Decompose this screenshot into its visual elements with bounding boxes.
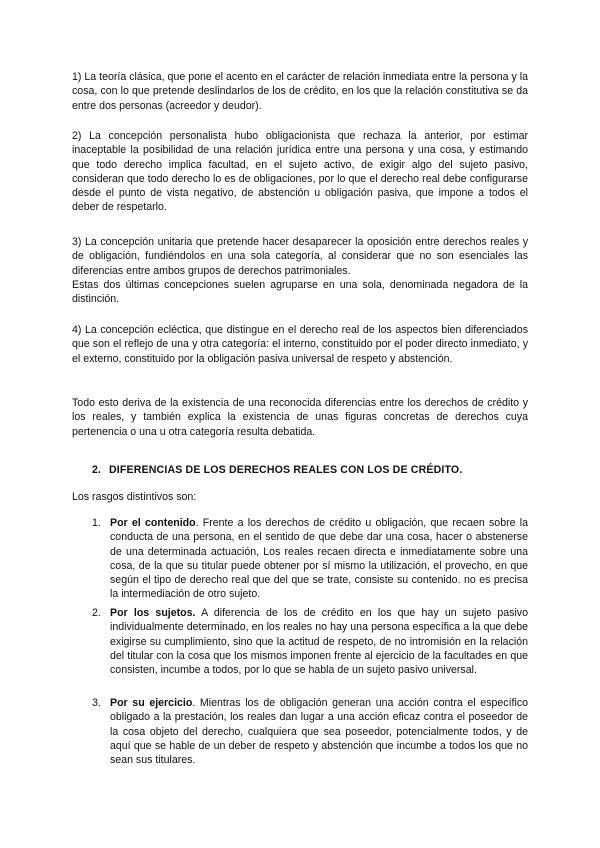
list-item-lead: Por los sujetos. — [110, 607, 196, 619]
list-item-text: . Mientras los de obligación generan una acción contra el específico obligado a la prestación, los reales dan lugar a una acción eficaz contra el poseedor de la cosa objeto del derecho, cualquiera que sea poseedor, potencialmente todos, y de aquí que se hable de un deber de respeto y abstención que incumbe a todos los que no sean sus titulares. — [110, 697, 529, 767]
list-item-body — [110, 516, 528, 602]
paragraph-personalist-conception: 2) La concepción personalista hubo obligacionista que rechaza la anterior, por estimar inaceptable la posibilidad de una relación jurídica entre una persona y una cosa, y estimando que todo derecho implica facultad, en el sujeto activo, de exigir algo del sujeto pasivo, consideran que todo derecho lo es de obligaciones, por lo que el derecho real debe configurarse desde el punto de vista negativo, de abstención u obligación pasiva, que impone a todos el deber de respetarlo. — [72, 130, 528, 214]
paragraph-classic-theory: 1) La teoría clásica, que pone el acento en el carácter de relación inmediata entre la persona y la cosa, con lo que pretende deslindarlos de los de crédito, en los que la relación constitutiva se da entre dos personas (acreedor y deudor). — [72, 71, 528, 112]
list-item-lead: Por el contenido — [110, 517, 196, 529]
list-item-body — [110, 606, 528, 677]
paragraph-summary: Todo esto deriva de la existencia de una reconocida diferencias entre los derechos de crédito y los reales, y también explica la existencia de unas figuras concretas de derechos cuya pertenencia o una u otra categoría resulta debatida. — [72, 397, 528, 438]
list-item-text: . Frente a los derechos de crédito u obligación, que recaen sobre la conducta de una persona, en el sentido de que debe dar una cosa, hacer o abstenerse de una determinada actuación, Los reales recaen directa e inmediatamente sobre una cosa, de la que su titular puede obtener por sí mismo la utilización, el provecho, en que según el tipo de derecho real que del que se trate, consiste su contenido. no es precisa la intermediación de otro sujeto. — [110, 517, 528, 601]
paragraph-eclectic-conception: 4) La concepción ecléctica, que distingue en el derecho real de los aspectos bien diferenciados que son el reflejo de una y otra categoría: el interno, constituido por el poder directo inmediato, y el externo, constituido por la obligación pasiva universal de respeto y abstención. — [72, 324, 528, 365]
list-item-body — [110, 696, 528, 767]
paragraph-unitary-note: Estas dos últimas concepciones suelen agruparse en una sola, denominada negadora de la distinción. — [72, 278, 528, 306]
intro-text: Los rasgos distintivos son: — [72, 491, 197, 503]
paragraph-unitary-conception — [72, 235, 528, 306]
section-number: 2. — [92, 464, 102, 476]
list-item-text: A diferencia de los de crédito en los que hay un sujeto pasivo individualmente determinado, en los reales no hay una persona específica a la que debe exigirse su cumplimiento, sino que la actitud de respeto, de no intromisión en la relación del titular con la cosa que los mismos imponen frente al ejercicio de la facultades en que consisten, incumbe a todos, por lo que se habla de un sujeto pasivo universal. — [110, 607, 528, 677]
list-item-number: 1. — [92, 517, 101, 529]
section-heading — [92, 463, 532, 477]
list-item-number: 3. — [92, 697, 101, 709]
paragraph-unitary-main: 3) La concepción unitaria que pretende hacer desaparecer la oposición entre derechos reales y de obligación, fundiéndolos en una sola categoría, al considerar que no son esenciales las diferencias entre ambos grupos de derechos patrimoniales. — [72, 236, 528, 277]
section-title: DIFERENCIAS DE LOS DERECHOS REALES CON LOS DE CRÉDITO. — [109, 464, 463, 476]
list-item-lead: Por su ejercicio — [110, 697, 193, 709]
list-item-number: 2. — [92, 607, 101, 619]
